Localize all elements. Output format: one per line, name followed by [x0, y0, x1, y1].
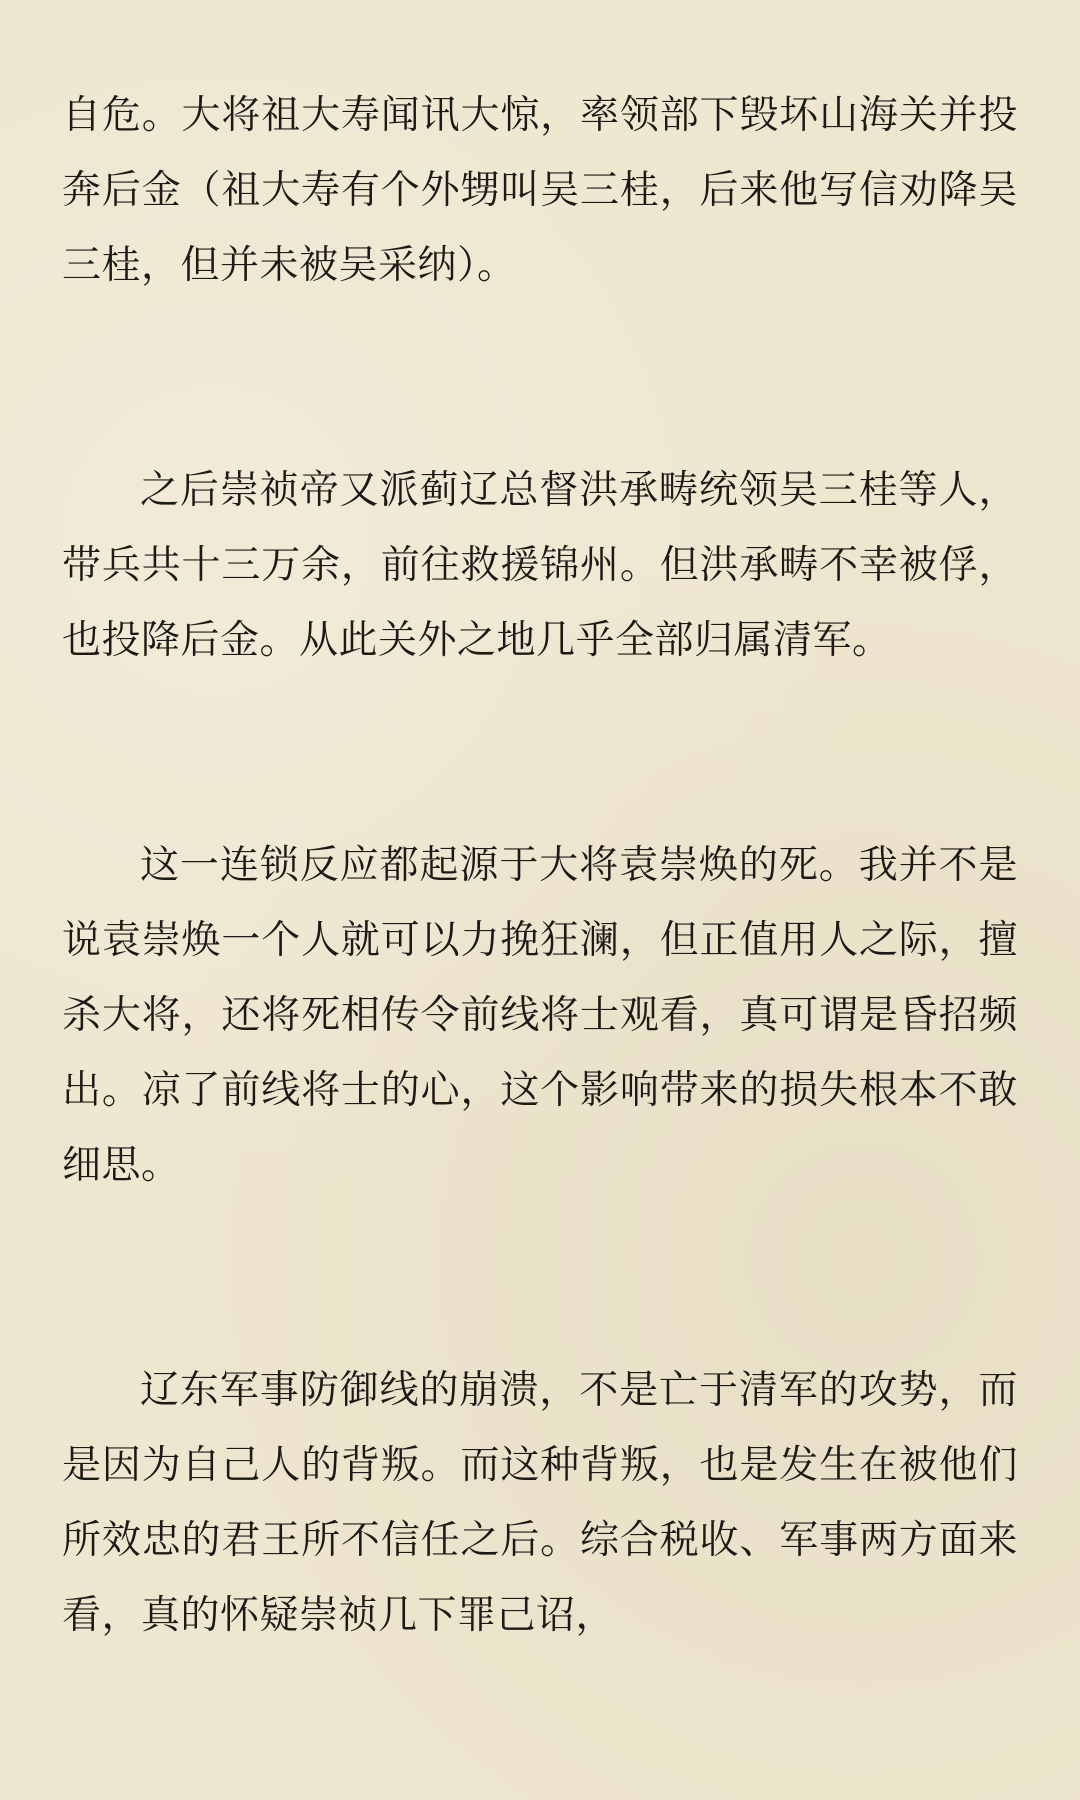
paragraph-1: 自危。大将祖大寿闻讯大惊，率领部下毁坏山海关并投奔后金（祖大寿有个外甥叫吴三桂，后来他写信劝降吴三桂，但并未被吴采纳）。: [62, 93, 1018, 288]
paragraph-4: 辽东军事防御线的崩溃，不是亡于清军的攻势，而是因为自己人的背叛。而这种背叛，也是发生在被他们所效忠的君王所不信任之后。综合税收、军事两方面来看，真的怀疑崇祯几下罪己诏，: [62, 1368, 1018, 1638]
paragraph-gap: [62, 678, 1018, 828]
paragraph-3: 这一连锁反应都起源于大将袁崇焕的死。我并不是说袁崇焕一个人就可以力挽狂澜，但正值用人之际，擅杀大将，还将死相传令前线将士观看，真可谓是昏招频出。凉了前线将士的心，这个影响带来的损失根本不敢细思。: [62, 843, 1018, 1188]
paragraph-gap: [62, 1203, 1018, 1353]
paragraph-2: 之后崇祯帝又派蓟辽总督洪承畴统领吴三桂等人，带兵共十三万余，前往救援锦州。但洪承畴不幸被俘，也投降后金。从此关外之地几乎全部归属清军。: [62, 468, 1018, 663]
paragraph-gap: [62, 303, 1018, 453]
